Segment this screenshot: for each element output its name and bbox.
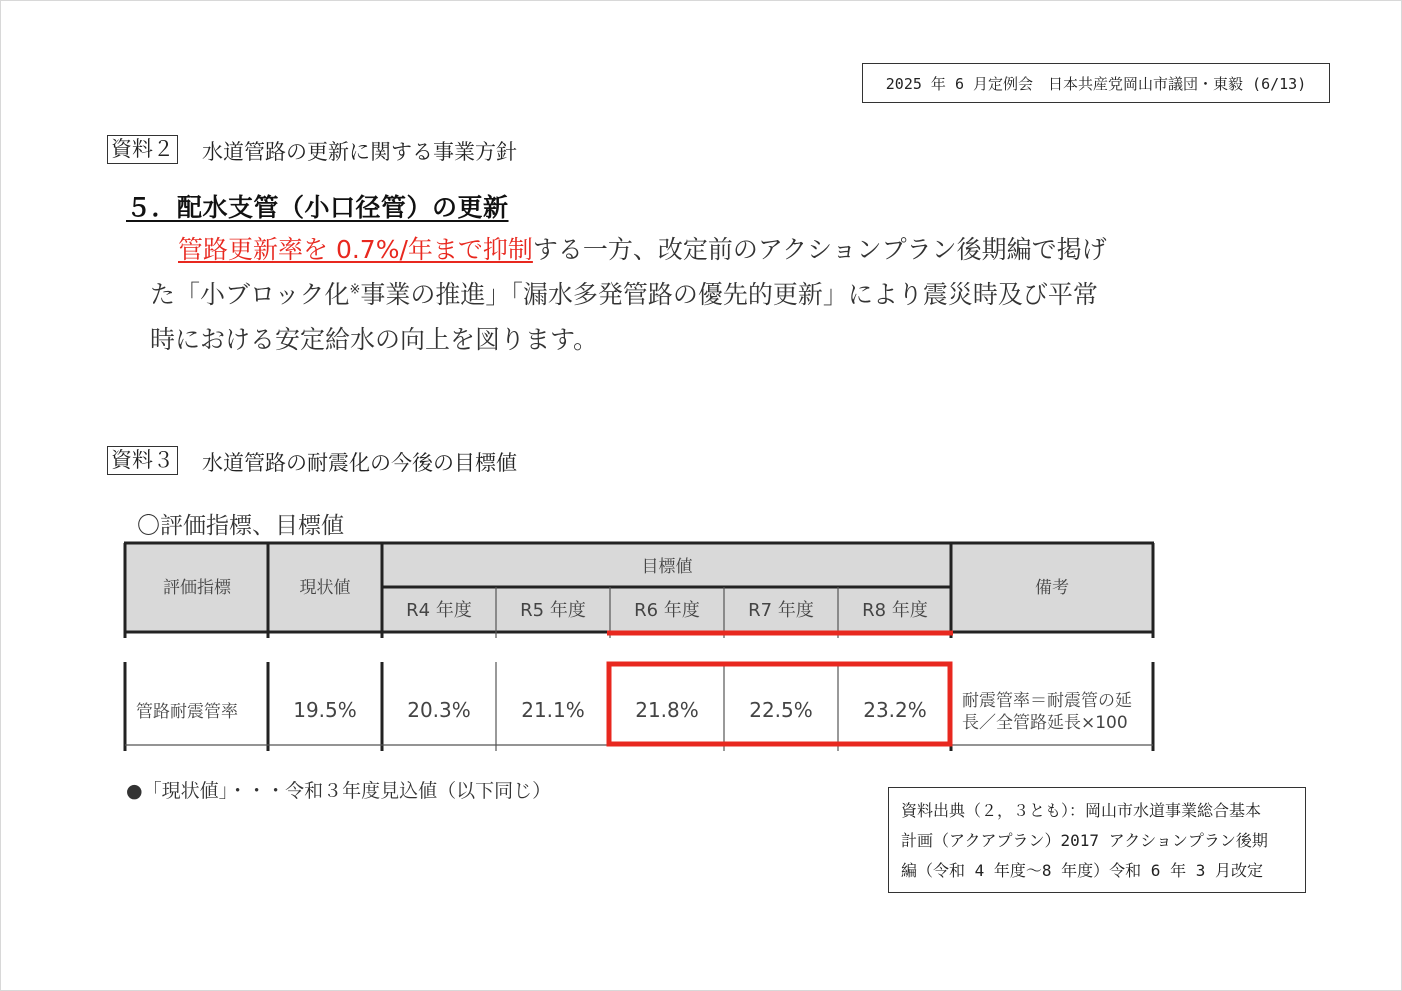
header-year-r8: R8 年度	[862, 600, 928, 621]
row-remarks-line2: 長／全管路延長×100	[962, 713, 1128, 733]
line2-text-a: た「小ブロック化	[150, 280, 350, 309]
header-indicator: 評価指標	[163, 578, 231, 598]
row-value-r6: 21.8%	[635, 698, 699, 722]
section3-title: 水道管路の耐震化の今後の目標値	[202, 451, 517, 475]
header-year-r6: R6 年度	[634, 600, 700, 621]
footnote-mark: ※	[349, 282, 361, 298]
row-value-r5: 21.1%	[521, 698, 585, 722]
source-line3: 編（令和 4 年度～8 年度）令和 6 年 3 月改定	[901, 861, 1263, 880]
source-line1: 資料出典（２，３とも）：岡山市水道事業総合基本	[901, 801, 1262, 820]
line1-text: する一方、改定前のアクションプラン後期編で掲げ	[532, 235, 1107, 264]
row-current: 19.5%	[293, 698, 357, 722]
section2-label: 資料２	[107, 135, 178, 164]
section3-label: 資料３	[107, 446, 178, 475]
row-remarks-line1: 耐震管率＝耐震管の延	[962, 691, 1132, 711]
header-year-r7: R7 年度	[748, 600, 814, 621]
row-value-r4: 20.3%	[407, 698, 471, 722]
document-header: 2025 年 6 月定例会 日本共産党岡山市議団・東毅 (6/13)	[862, 63, 1330, 103]
source-citation-box	[888, 787, 1306, 893]
line2-text-b: 事業の推進」「漏水多発管路の優先的更新」により震災時及び平常	[360, 280, 1098, 309]
source-line2: 計画（アクアプラン）2017 アクションプラン後期	[901, 831, 1268, 850]
table-subheading: 〇評価指標、目標値	[137, 513, 344, 539]
section2-heading: ５．配水支管（小口径管）の更新	[126, 193, 509, 222]
row-value-r8: 23.2%	[863, 698, 927, 722]
header-current: 現状値	[299, 578, 351, 598]
header-year-r5: R5 年度	[520, 600, 586, 621]
policy-paragraph-line3: 時における安定給水の向上を図ります。	[150, 325, 599, 354]
row-value-r7: 22.5%	[749, 698, 813, 722]
footnote: ●「現状値」・・・令和３年度見込値（以下同じ）	[126, 780, 552, 802]
row-indicator: 管路耐震管率	[136, 702, 238, 722]
header-remarks: 備考	[1035, 578, 1069, 598]
header-year-r4: R4 年度	[406, 600, 472, 621]
highlighted-phrase: 管路更新率を 0.7%/年まで抑制	[178, 235, 533, 264]
section2-title: 水道管路の更新に関する事業方針	[202, 140, 517, 164]
header-target: 目標値	[641, 557, 693, 577]
